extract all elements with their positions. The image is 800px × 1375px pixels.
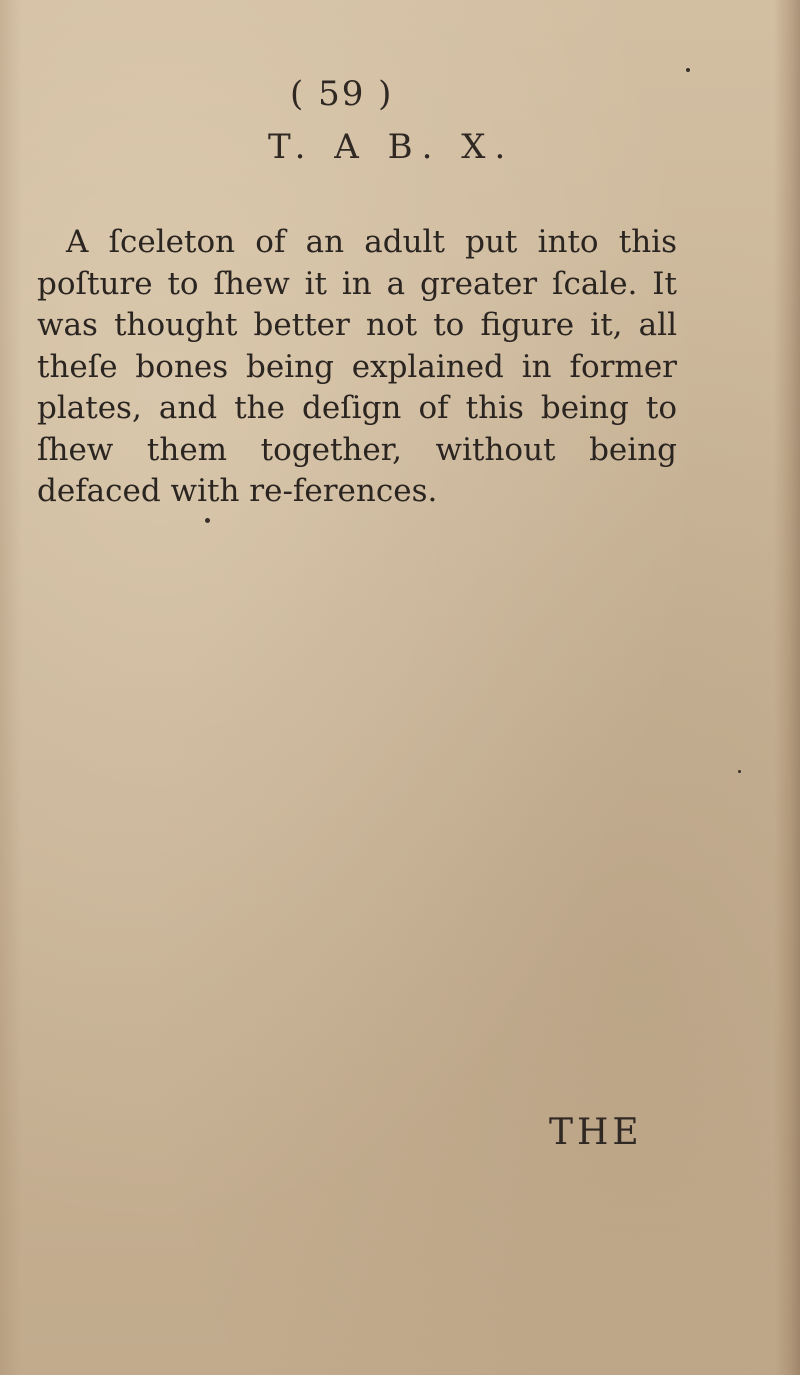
ink-speck — [205, 518, 210, 523]
ink-speck — [686, 68, 690, 72]
plate-heading: T. A B. X. — [268, 127, 515, 167]
ink-speck — [738, 770, 741, 773]
page-edge-shadow — [774, 0, 800, 1375]
catchword: THE — [549, 1112, 643, 1153]
body-paragraph: A ſceleton of an adult put into this poſture to ſhew it in a greater ſcale. It was thought better not to figure it, all theſe bones being explained in former plates, and the deſign of this being to ſhew them together, without being defaced with re-ferences. — [37, 224, 677, 509]
page-gutter-shadow — [0, 0, 22, 1375]
page-number: ( 59 ) — [290, 74, 394, 114]
